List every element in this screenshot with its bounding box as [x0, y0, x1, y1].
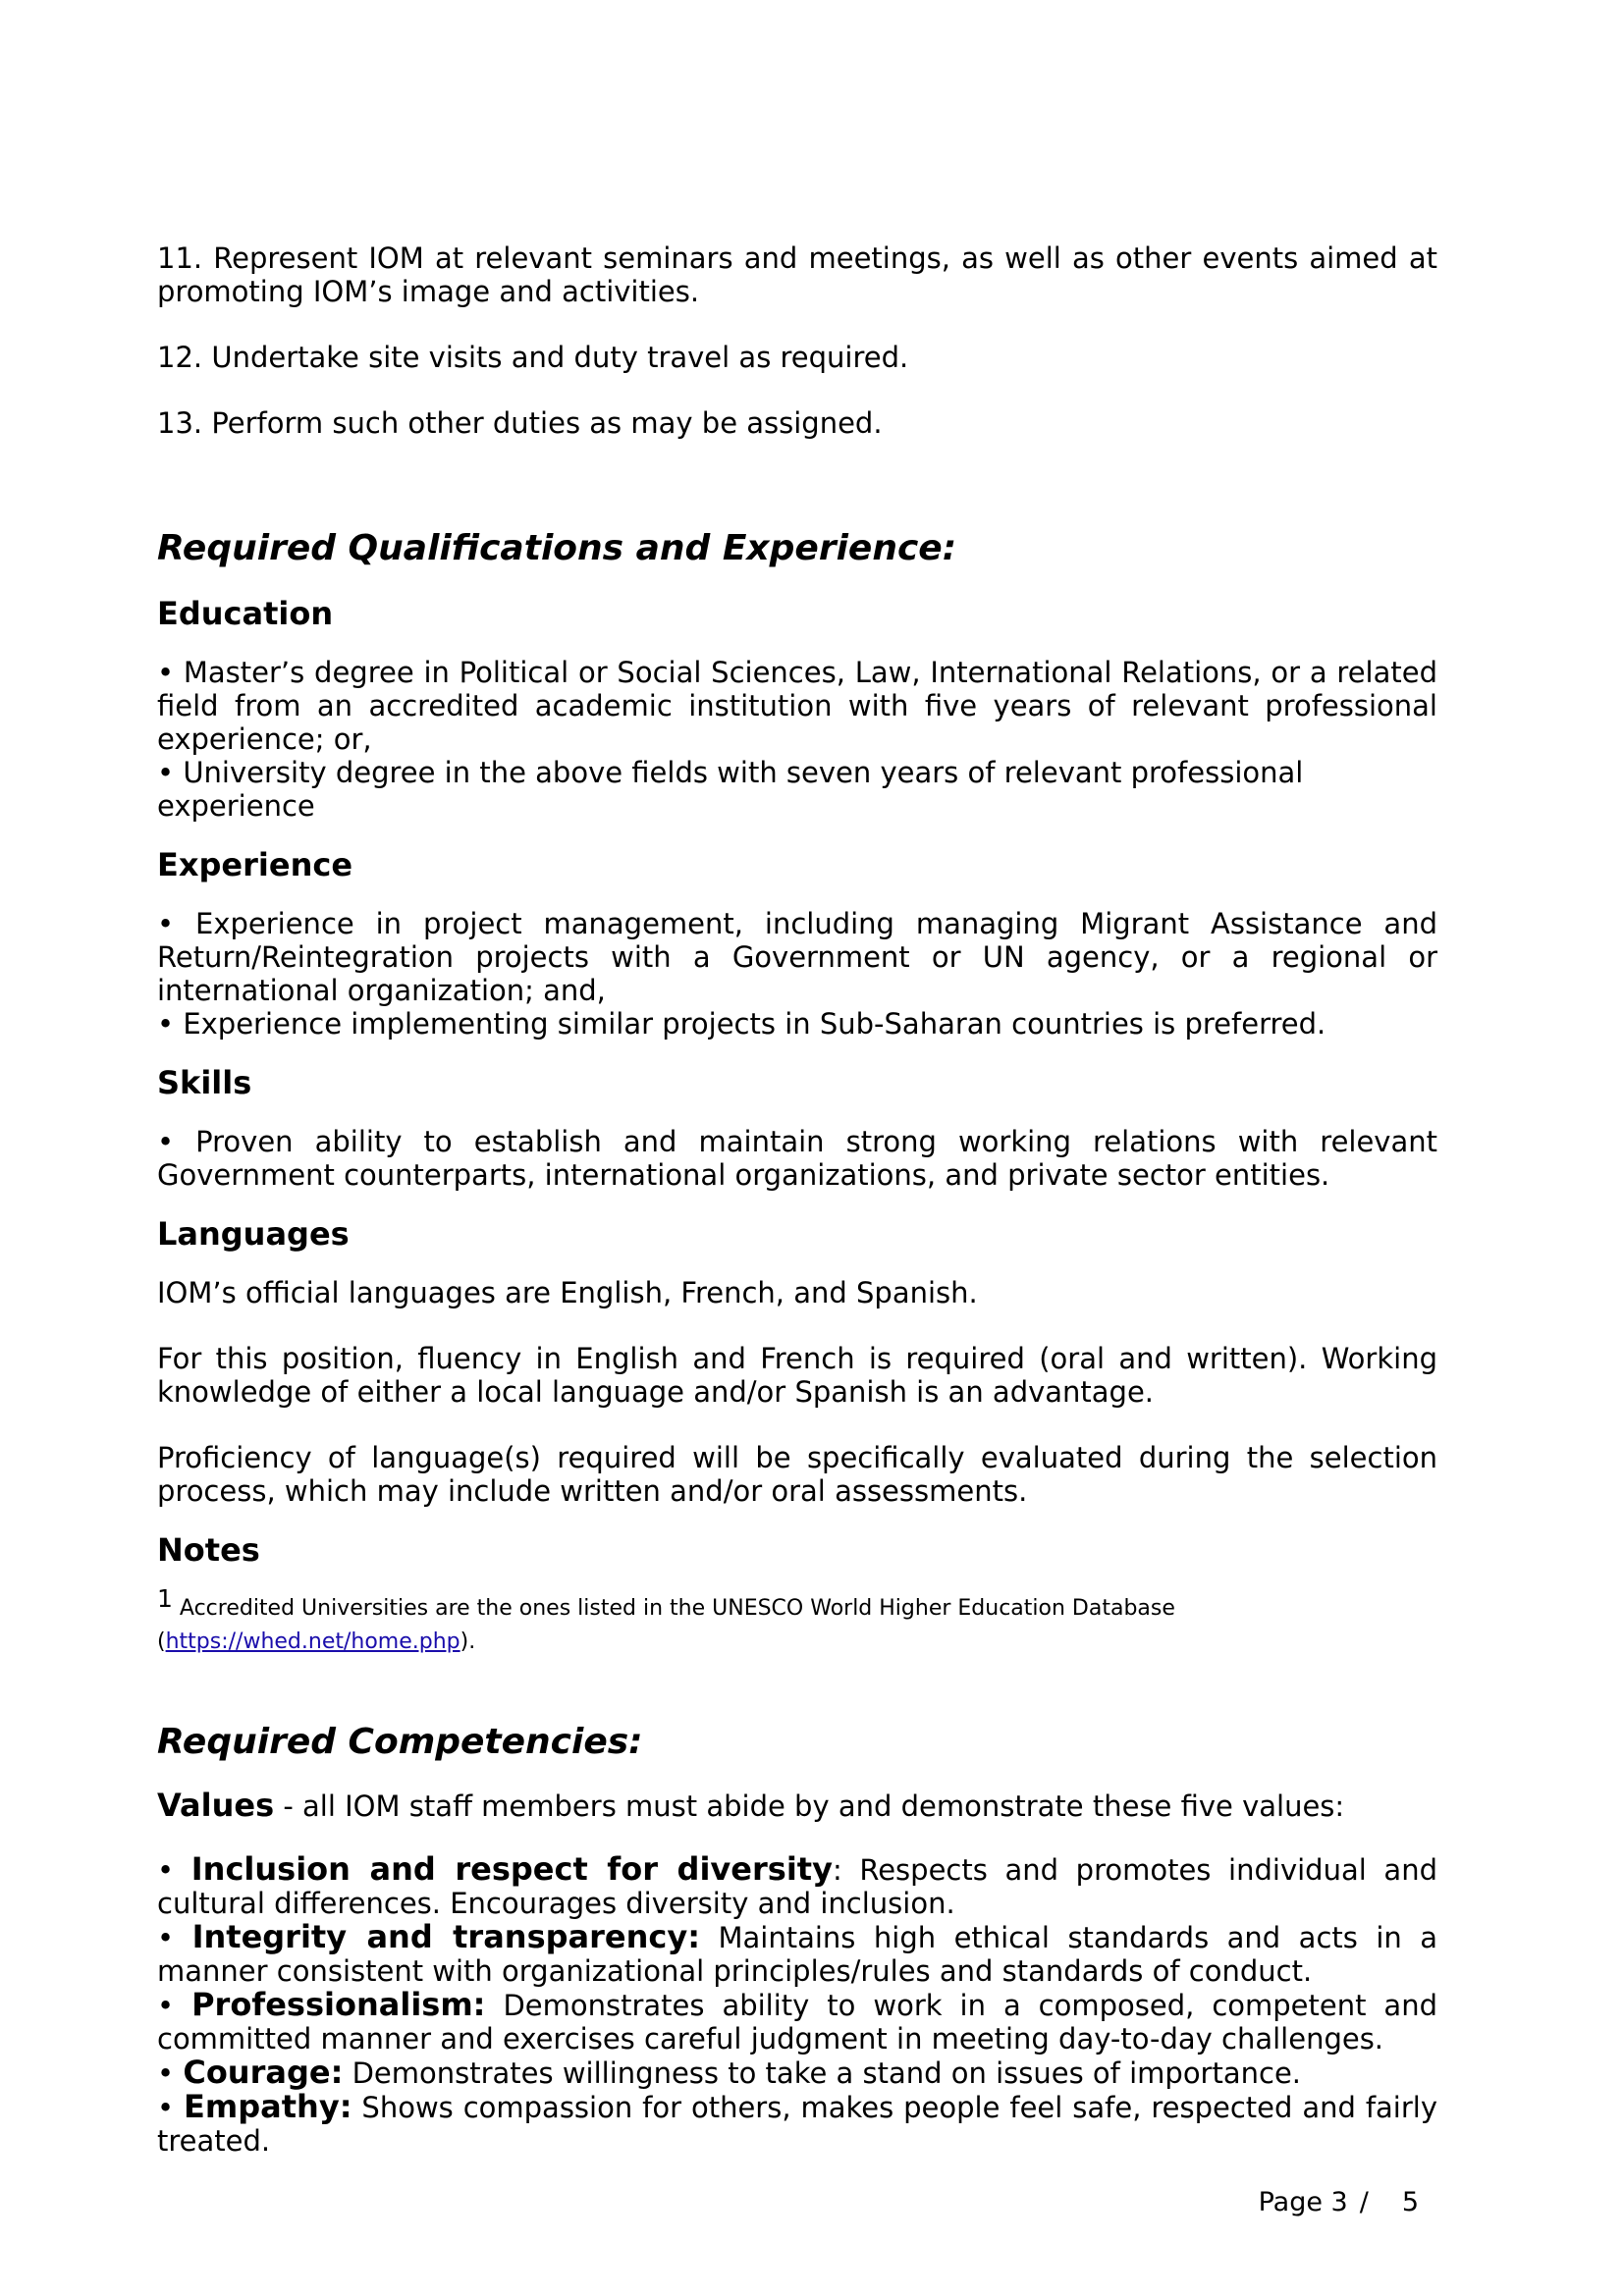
languages-paragraph: For this position, fluency in English and French is required (oral and written). Working knowledge of either a local language and/or Spanish is an advantage.: [157, 1342, 1437, 1409]
footnote-text: Accredited Universities are the ones listed in the UNESCO World Higher Education Database: [179, 1596, 1175, 1621]
value-item: [157, 2090, 1437, 2158]
value-item: [157, 1920, 1437, 1988]
value-text: Shows compassion for others, makes people feel safe, respected and fairly treated.: [157, 2091, 1438, 2158]
value-text: Demonstrates willingness to take a stand on issues of importance.: [343, 2056, 1302, 2090]
value-text: : Respects and promotes individual and cultural differences. Encourages diversity and inclusion.: [157, 1853, 1437, 1920]
bullet: •: [157, 1853, 191, 1887]
page-number: Page 3: [1258, 2187, 1348, 2217]
page-total: 5: [1401, 2187, 1419, 2217]
value-text: Maintains high ethical standards and acts in a manner consistent with organizational principles/rules and standards of conduct.: [157, 1921, 1438, 1988]
value-text: Demonstrates ability to work in a composed, competent and committed manner and exercises careful judgment in meeting day-to-day challenges.: [157, 1989, 1437, 2056]
languages-heading: Languages: [157, 1215, 350, 1253]
notes-heading: Notes: [157, 1531, 260, 1569]
skills-list: [157, 1125, 1437, 1192]
value-name: Professionalism:: [191, 1986, 486, 2023]
bullet: •: [157, 2056, 184, 2090]
footnote-paren: (: [157, 1629, 166, 1654]
value-name: Inclusion and respect for diversity: [190, 1850, 833, 1888]
experience-item: • Experience implementing similar projects in Sub-Saharan countries is preferred.: [157, 1007, 1326, 1041]
skills-heading: Skills: [157, 1064, 252, 1101]
bullet: •: [157, 2091, 185, 2124]
page-separator: /: [1359, 2187, 1369, 2217]
languages-paragraph: Proficiency of language(s) required will be specifically evaluated during the selection process, which may include written and/or oral assessments.: [157, 1441, 1437, 1508]
values-intro: [157, 1789, 1437, 1823]
qualifications-title: Required Qualifications and Experience:: [157, 528, 957, 568]
duty-item-11: 11. Represent IOM at relevant seminars and meetings, as well as other events aimed at promoting IOM’s image and activities.: [157, 241, 1437, 308]
value-item: [157, 1988, 1437, 2056]
footnote-paren: ).: [460, 1629, 476, 1654]
education-heading: Education: [157, 595, 334, 632]
footnote: [157, 1584, 1437, 1659]
value-item: [157, 1852, 1437, 1920]
whed-link[interactable]: https://whed.net/home.php: [165, 1629, 460, 1654]
value-item: [157, 2056, 1437, 2090]
value-name: Integrity and transparency:: [191, 1918, 701, 1955]
values-intro-text: - all IOM staff members must abide by and demonstrate these five values:: [274, 1789, 1345, 1823]
education-item: • Master’s degree in Political or Social Sciences, Law, International Relations, or a related field from an accredited academic institution with five years of relevant professional experience; or,: [157, 656, 1437, 756]
values-list: [157, 1852, 1437, 2158]
footnote-mark: 1: [157, 1584, 173, 1613]
competencies-title: Required Competencies:: [157, 1722, 643, 1762]
value-name: Empathy:: [184, 2088, 352, 2125]
experience-list: [157, 907, 1437, 1041]
value-name: Courage:: [183, 2054, 344, 2091]
duty-item-13: 13. Perform such other duties as may be assigned.: [157, 406, 883, 440]
education-item: • University degree in the above fields with seven years of relevant professional experience: [157, 756, 1304, 823]
values-label: Values: [157, 1787, 275, 1824]
education-list: [157, 656, 1437, 823]
languages-paragraph: IOM’s official languages are English, French, and Spanish.: [157, 1276, 978, 1309]
duty-item-12: 12. Undertake site visits and duty travel as required.: [157, 341, 909, 374]
page-footer: [1259, 2187, 1419, 2217]
skills-item: • Proven ability to establish and maintain strong working relations with relevant Government counterparts, international organizations, and private sector entities.: [157, 1125, 1437, 1192]
experience-heading: Experience: [157, 846, 353, 883]
bullet: •: [157, 1921, 192, 1954]
bullet: •: [157, 1989, 192, 2022]
experience-item: • Experience in project management, including managing Migrant Assistance and Return/Reintegration projects with a Government or UN agency, or a regional or international organization; and,: [157, 907, 1437, 1007]
document-page: [157, 241, 1437, 2158]
